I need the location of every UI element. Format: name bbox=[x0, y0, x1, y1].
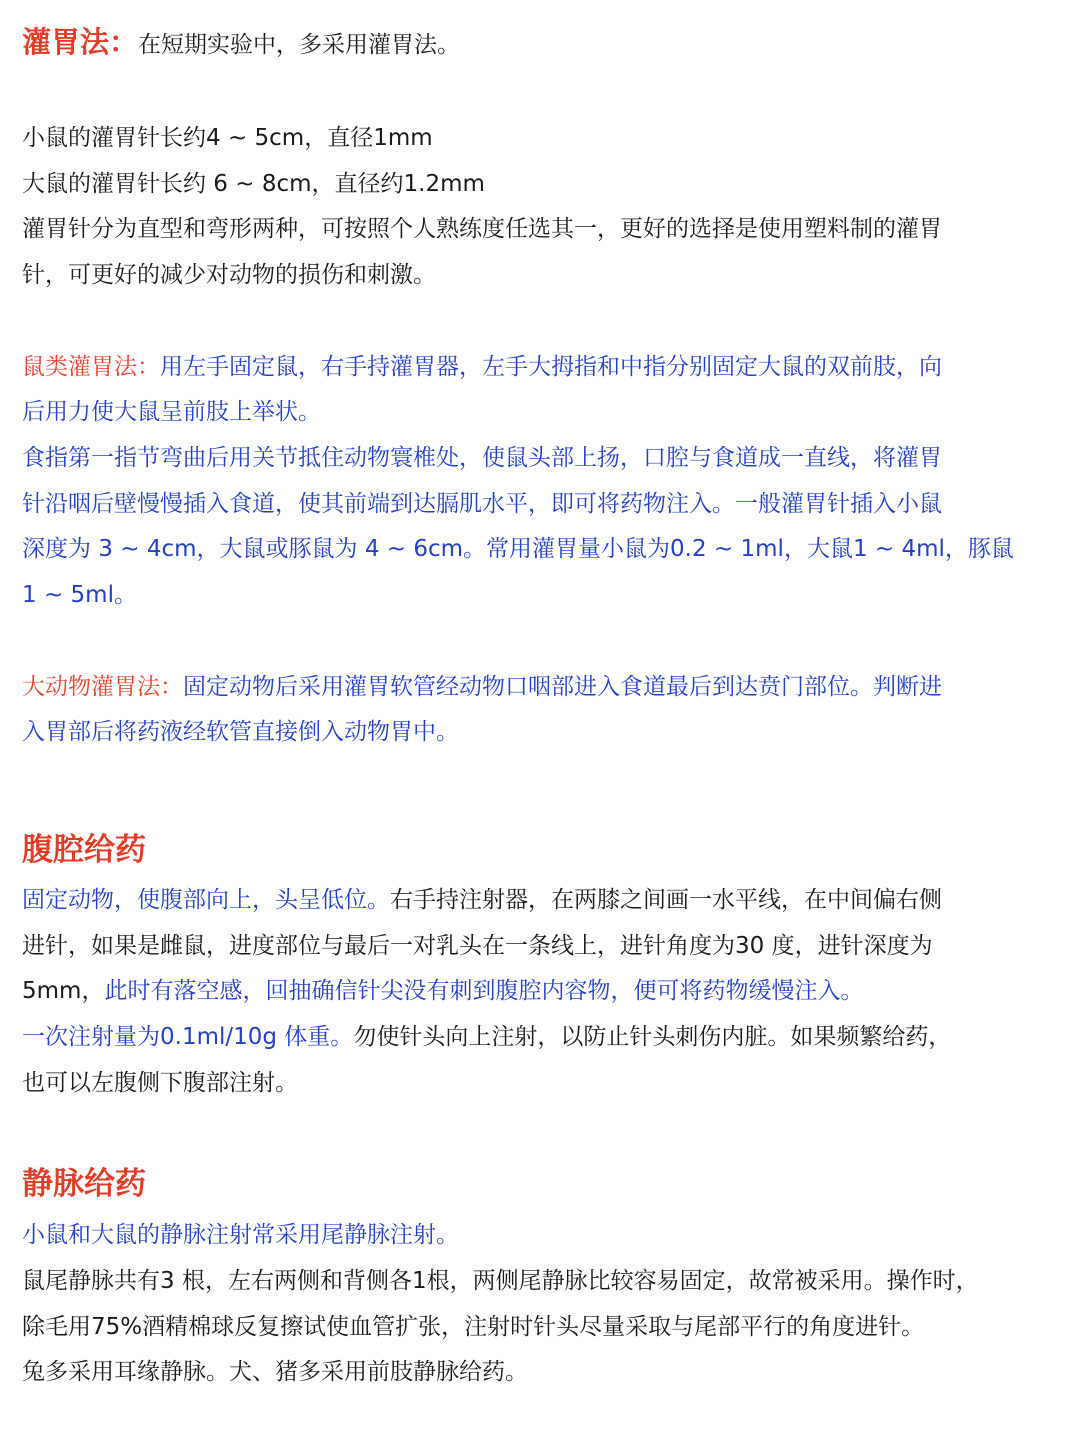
large-animal-gavage-line bbox=[22, 671, 942, 703]
paragraph-line: 后用力使大鼠呈前肢上举状。 bbox=[22, 399, 321, 425]
ip-text-blue: 固定动物，使腹部向上，头呈低位。 bbox=[22, 887, 390, 913]
ip-text-blue: 此时有落空感，回抽确信针尖没有刺到腹腔内容物，便可将药物缓慢注入。 bbox=[104, 978, 864, 1004]
paragraph-line: 小鼠的灌胃针长约4 ~ 5cm，直径1mm bbox=[22, 125, 433, 151]
rodent-gavage-label: 鼠类灌胃法： bbox=[22, 354, 160, 380]
paragraph-line: 食指第一指节弯曲后用关节抵住动物寰椎处，使鼠头部上扬，口腔与食道成一直线，将灌胃 bbox=[22, 445, 942, 471]
paragraph-line bbox=[22, 884, 942, 916]
paragraph-line: 1 ~ 5ml。 bbox=[22, 582, 137, 608]
paragraph-line: 鼠尾静脉共有3 根，左右两侧和背侧各1根，两侧尾静脉比较容易固定，故常被采用。操作时， bbox=[22, 1268, 979, 1294]
paragraph-line bbox=[22, 1021, 951, 1053]
section-gavage-header bbox=[22, 26, 460, 61]
paragraph-line: 大鼠的灌胃针长约 6 ~ 8cm，直径约1.2mm bbox=[22, 171, 485, 197]
paragraph-line: 灌胃针分为直型和弯形两种，可按照个人熟练度任选其一，更好的选择是使用塑料制的灌胃 bbox=[22, 216, 942, 242]
paragraph-line: 除毛用75%酒精棉球反复擦试使血管扩张，注射时针头尽量采取与尾部平行的角度进针。 bbox=[22, 1314, 925, 1340]
paragraph-line: 入胃部后将药液经软管直接倒入动物胃中。 bbox=[22, 719, 459, 745]
rodent-gavage-line bbox=[22, 351, 942, 383]
paragraph-line: 进针，如果是雌鼠，进度部位与最后一对乳头在一条线上，进针角度为30 度，进针深度为 bbox=[22, 933, 933, 959]
ip-text-dark: 勿使针头向上注射，以防止针头刺伤内脏。如果频繁给药， bbox=[353, 1024, 952, 1050]
large-animal-gavage-text: 固定动物后采用灌胃软管经动物口咽部进入食道最后到达贲门部位。判断进 bbox=[183, 674, 942, 700]
paragraph-line: 针沿咽后壁慢慢插入食道，使其前端到达膈肌水平，即可将药物注入。一般灌胃针插入小鼠 bbox=[22, 491, 942, 517]
paragraph-line: 小鼠和大鼠的静脉注射常采用尾静脉注射。 bbox=[22, 1222, 459, 1248]
paragraph-line bbox=[22, 975, 863, 1007]
paragraph-line: 兔多采用耳缘静脉。犬、猪多采用前肢静脉给药。 bbox=[22, 1359, 528, 1385]
section-intro: 在短期实验中，多采用灌胃法。 bbox=[138, 32, 461, 58]
ip-text-dark: 右手持注射器，在两膝之间画一水平线，在中间偏右侧 bbox=[390, 887, 942, 913]
ip-text-dark: 5mm， bbox=[22, 978, 105, 1004]
section-title-gavage: 灌胃法： bbox=[22, 25, 139, 59]
paragraph-line: 深度为 3 ~ 4cm，大鼠或豚鼠为 4 ~ 6cm。常用灌胃量小鼠为0.2 ~ 1ml，大鼠1 ~ 4ml，豚鼠 bbox=[22, 536, 1014, 562]
paragraph-line: 针，可更好的减少对动物的损伤和刺激。 bbox=[22, 262, 436, 288]
ip-text-blue: 一次注射量为0.1ml/10g 体重。 bbox=[22, 1024, 354, 1050]
large-animal-gavage-label: 大动物灌胃法： bbox=[22, 674, 183, 700]
section-title-intravenous: 静脉给药 bbox=[22, 1166, 146, 1202]
paragraph-line: 也可以左腹侧下腹部注射。 bbox=[22, 1070, 298, 1096]
section-title-intraperitoneal: 腹腔给药 bbox=[22, 832, 146, 868]
rodent-gavage-text: 用左手固定鼠，右手持灌胃器，左手大拇指和中指分别固定大鼠的双前肢，向 bbox=[160, 354, 942, 380]
